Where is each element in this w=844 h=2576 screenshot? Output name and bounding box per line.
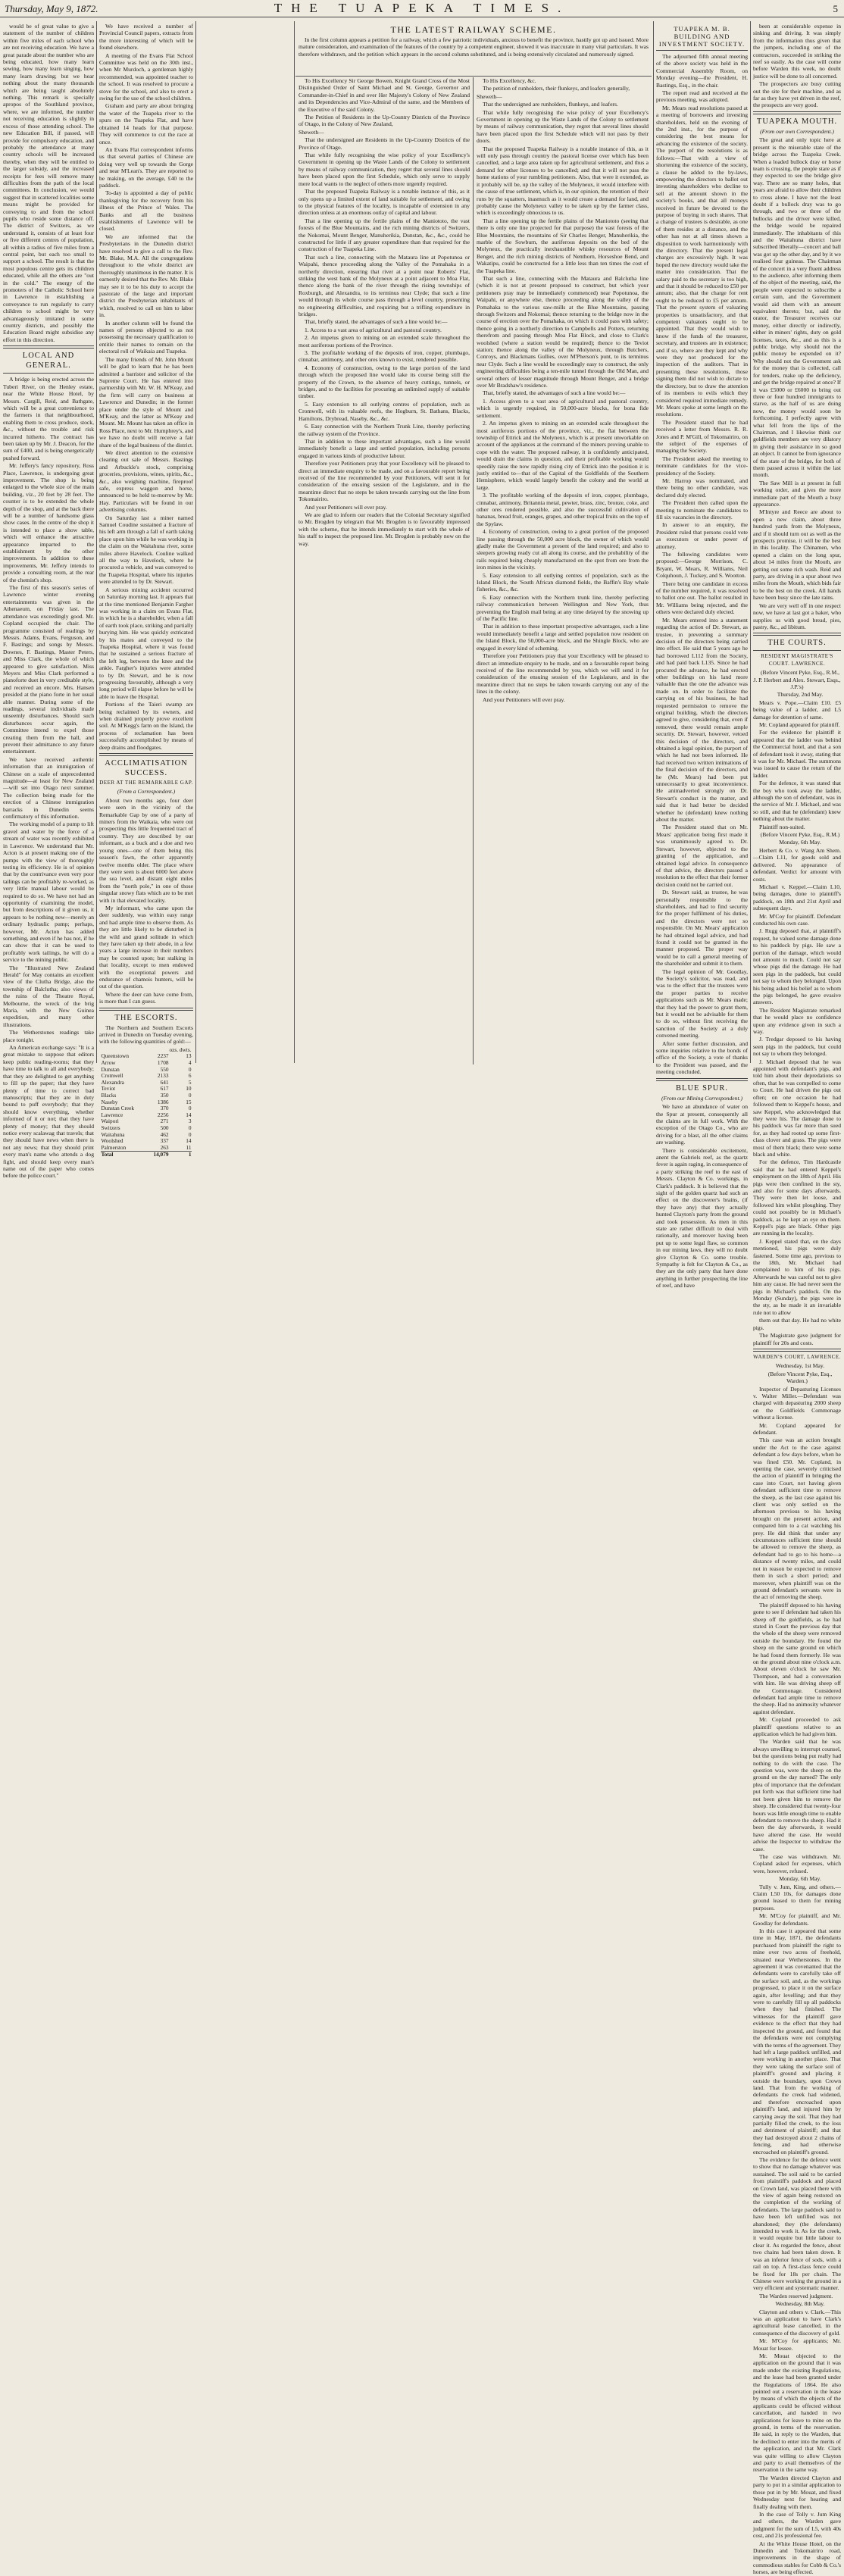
news-paragraph: been at considerable expense in sinking and driving. It was simply from the information thus given that the jumpers, including one of the contractors, succeeded in striking the reef so easily. As the case will come before Warden this week, no doubt justice will be done to all concerned. [753,23,841,80]
court-paragraph: For the defence, Tim Hardcastle said that he had entered Keppel's employment on the 18th of April. His pigs were then confined in the sty, and also for some days afterwards. They were then let loose, and followed him whilst ploughing. They could not possibly be in Michael's paddock, as he kept an eye on them. Keppel's pigs are black. Other pigs are running in the locality. [753,1158,841,1237]
petition-paragraph: That, briefly stated, the advantages of such a line would be:— [305,318,448,326]
blue-spur-heading: BLUE SPUR. [676,1083,728,1093]
escorts-ozs: 641 [160,1078,169,1086]
section-divider [753,1349,841,1352]
news-paragraph: M'Intyre and Reece are about to open a new claim, about three hundred yards from the Molyneux, and if it should turn out as well as the prospects promise, it will be the best in this locality. The Chinamen, who opened a claim on the long spur, about 14 miles from the Mouth, are getting out some rich wash. Reid and party, are driving in a spur about two miles from the Mouth, which bids fair to be the best on the creek. All hands have been busy since the late rains. [753,508,841,602]
intro-rule [295,76,652,77]
escorts-place: Blacks [101,1092,117,1099]
escorts-dwts: 4 [188,1059,192,1067]
court-paragraph: Mr. M'Coy for applicants; Mr. Mouat for lessee. [753,2337,841,2352]
escorts-dwts: 10 [186,1085,192,1093]
escorts-dwts: 0 [188,1124,192,1131]
section-divider [99,1008,193,1011]
escorts-ozs: 350 [160,1092,169,1099]
court-paragraph: The evidence for the defence went to show that no damage whatever was sustained. The soil said to be carried from plaintiff's paddock and placed on Crown land, was placed there with the view of again being restored on the completion of the working of defendants. The large paddock said to have been left unfilled was not abandoned; they (the defendants) intended to work it. As for the creek, it would require but little labour to clear it. As regarded the fence, about two chains had been taken down. It was an inferior fence of sods, with a rail on top. A first-class fence could be fixed for 18s per chain. The Chinese were working the ground in a very efficient and systematic manner. [753,2156,841,2292]
court-paragraph: Inspector of Depasturing Licenses v. Walter Miller.—Defendant was charged with depasturing 2000 sheep on the Goldfields Commonage without a license. [753,1385,841,1421]
news-paragraph: A bridge is being erected across the Tuberi River, on the Henley estate, near the White House Hotel, by Messrs. Cargill, Reid, and Bathgate, which will be a great convenience to the farmers in that neighbourhood, enabling them to cross produce, stock, &c., without the trouble and risk incurred hitherto. The contract has been taken up by Mr. J. Deacon, for the sum of £400, and is being energetically pushed forward. [3,376,94,461]
petition-sheweth: Sheweth— [477,92,502,100]
petition-paragraph: 4. Economy of construction, owing to a great portion of the proposed line passing through the 50,000 acre block, the owner of which would gladly make the Government a present of the land required; and also to sleepers growing ready cut all along its course, and the probability of the rails required being cheaply manufactured on the spot from ore from the iron mines in the vicinity. [477,528,649,571]
escorts-ozs: 271 [160,1118,169,1125]
section-divider [753,633,841,636]
escorts-dwts: 11 [186,1143,192,1151]
escorts-ozs: 1386 [157,1098,169,1105]
escorts-ozs: 1708 [157,1059,169,1067]
court-paragraph: Michael v. Keppel.—Claim L10, being damages, done to plaintiff's paddock, on 18th and 21st April and subsequent days. [753,883,841,912]
escorts-ozs: 337 [160,1137,169,1145]
court-paragraph: For the defence, it was stated that the boy who took away the ladder, although the son of defendant, was in the service of Mr. J. Michael, and was so still, and that he (defendant) knew nothing about the matter. [753,780,841,823]
news-paragraph: We are informed that the Presbyterians in the Dunedin district have resolved to give a call to the Rev. Mr. Blake, M.A. All the congregations throughout to the whole district are thoroughly unanimous in the matter. It is earnestly desired that the Rev. Mr. Blake may see it to be his duty to accept the pastorate of the large and important district the Presbyterian inhabitants of which, resolved to call on him to labor in. [99,233,193,319]
column-rule [294,21,295,1063]
heading-rule [656,50,748,51]
petition-paragraph: That such a line, connecting with the Mataura and Balclutha line (which it is not at present proposed to construct, but which your petitioners pray may be immediately commenced) near Popotunoa, the Waipahi, or anywhere else, thence proceeding along the valley of the Pomahaka to the various saw-mills at the Blue Mountains, passing through Switzers and Nokomai; thence returning to the bridge now in the course of erection over the Pomahaka, on which it could pass with safety; thence going in a northerly direction to Campbells and Potters, returning therefrom and passing through Moa Flat Block, and close to Clark's woolshed (where a station would be required); thence to the Teviot station; thence along the valley of the Molyneux, through Butchers, Conroys, and Blackmans Gullies, over M'Pherson's punt, to its terminus near Clyde. Such a line would be exceedingly easy to construct, the only engineering difficulties being a ten-mile tunnel through the Old Man, and several others of lesser magnitude through Mount Benger, and a bridge over Mr Bradshaw's residence. [477,274,649,389]
petition-paragraph: 3. The profitable working of the deposits of iron, copper, plumbago, cinnabar, antimony, Britannia metal, pewter, brass, zinc, bronze, coke, and other ores rendered possible, and also the successful cultivation of bananas, bread fruit, oranges, grapes, and other tropical fruits on the top of the Spylaw. [477,492,649,527]
railway-footer: We are glad to inform our readers that the Colonial Secretary signified to Mr. Brogden by telegram that Mr. Brogden is to favourably impressed with the scheme, that he intends immediately to start with the whole of his staff to inspect the proposed line. Mr. Brogden is probably now on the way. [299,511,470,547]
escorts-dwts: 0 [188,1065,192,1073]
newspaper-title: THE TUAPEKA TIMES. [274,1,570,15]
news-paragraph: On Saturday last a miner named Samuel Coudine sustained a fracture of his left arm through a fall of earth taking place upon him while he was working in the claim on the Waitahuna river, some miles above Havelock. Couline walked all the way to Havelock, where he procured a vehicle, and was conveyed to the Tuapeka Hospital, where his injuries were attended to by Dr. Stewart. [99,514,193,586]
court-paragraph: The Warden reserved judgment. [759,2292,833,2299]
news-paragraph: After some further discussion, and some inquiries relative to the bonds of office of the Society, a vote of thanks to the President was passed, and the meeting concluded. [656,1039,748,1076]
court-bench: (Before Vincent Pyke, Esq., Warden.) [767,1370,833,1385]
escorts-place: Dunstan Creek [101,1105,135,1112]
petition-divider [473,77,474,1064]
escorts-place: Dunstan [101,1065,120,1073]
section-divider [656,1078,748,1081]
news-paragraph: We have received a number of Provincial Council papers, extracts from the more interesting of which will be found elsewhere. [99,23,193,52]
news-paragraph: Mr. Harrop was nominated, and there being no other candidate, was declared duly elected. [656,477,748,499]
court-paragraph: In this case it appeared that some time in May, 1871, the defendants purchased from plaintiff the right to mine over two acres of freehold, situated near Wetherstones. In the agreement it was covenanted that the defendants were to carefully take off the surface soil, and, as the workings progressed, to place it on the surface again, after levelling; and that they were to carefully fill up all paddocks when they had finished. The witnesses for the plaintiff gave evidence to the effect that they had inspected the ground, and found that the defendants were not complying with the terms of the agreement. They had left a large paddock unfilled, and were working in another place. That they were taking the surface soil of plaintiff's ground and placing it outside the boundary, upon Crown land. That from the working of defendants the creek had widened, and therefore encroached upon plaintiff's land, and injured him by carrying away the soil. That they had partially filled the creek, to the loss and detriment of plaintiff; and that they had destroyed about 2 chains of fencing, and had otherwise encroached on plaintiff's ground. [753,1927,841,2156]
court-paragraph: Plaintiff non-suited. [759,823,805,830]
column-1 [3,23,94,1180]
escorts-dwts: 5 [188,1078,192,1086]
railway-scheme-heading: THE LATEST RAILWAY SCHEME. [390,24,557,35]
railway-intro: In the first column appears a petition for a railway, which a few patriotic individuals, anxious to benefit the province, hastily got up and issued. More mature consideration, and examination of the features of the country by a competent engineer, showed it was inaccurate in many vital particulars. It was therefore withdrawn, and the petition which appears in the second column substituted, and is being extensively circulated and numerously signed. [299,36,649,58]
petition-paragraph: 1. Access to a vast area of agricultural and pastoral country. [305,326,442,333]
court-bench: (Before Vincent Pyke, Esq., R.M., J. P. Herbert and Alex. Stewart, Esqs., J.P.'s) [753,669,841,690]
news-paragraph: An Evans Flat correspondent informs us that several parties of Chinese are doing very well up towards the Gorge and near M'Lean's. They are reported to be making, on the average, £40 to the paddock. [99,145,193,189]
escorts-place: Waitahuna [101,1130,125,1138]
petition-paragraph: And your Petitioners will ever pray. [305,503,387,511]
petition-paragraph: 2. An impetus given to mining on an extended scale throughout the most auriferous portions of the province, viz., the flat between the township of Ettrick and the Molyneux, which is at present unworkable on account of the appliances at the command of the miners proving unable to cope with the water. The proposed railway, it is confidently anticipated, would drain the claims in question, and their profitable working would speedily raise the now rapidly rising city of Ettrick into the position it is justly entitled to—that of the Capital of the Goldfields of the Southern Hemisphere, which would largely benefit the colony and the world at large. [477,420,649,491]
news-paragraph: In another column will be found the names of persons objected to as not possessing the necessary qualification to entitle their names to remain on the electoral roll of Waikaia and Tuapeka. [99,319,193,355]
court-paragraph: J. Keppel stated that, on the days mentioned, his pigs were duly fastened. Some time ago, previous to the 18th, Mr. Michael had complained to him of his pigs. Afterwards he was careful not to give him any cause. He had never seen the pigs in Michael's paddock. On the Monday (Sunday), the pigs were in the sty, as he made it an invariable rule not to allow [753,1237,841,1316]
court-paragraph: them out that day. He had no white pigs. [753,1317,841,1331]
section-divider [753,111,841,114]
court-date: Wednesday, 1st May. [775,1362,825,1370]
court-paragraph: Mr. Copland proceeded to ask plaintiff questions relative to an application which he had given him. [753,1716,841,1738]
petition-paragraph: That in addition to these important prospective advantages, such a line would immediately benefit a large and settled population now resident on the Island Block, the 50,000-acre block, and the Shingle Block, who are engaged in every kind of scheming. [477,623,649,652]
court-date: Monday, 6th May. [779,839,821,846]
court-paragraph: The Resident Magistrate remarked that he would place no confidence upon any evidence given in such a way. [753,1006,841,1036]
news-paragraph: We are very well off in one respect now, we have at last got a baker, who supplies us with good bread, pies, pastry, &c., ad libitum. [753,602,841,630]
petition-address: To His Excellency, &c. [483,77,536,84]
news-paragraph: The "Illustrated New Zealand Herald" for May contains an excellent view of the Clutha Bridge, also the township of Balclutha; also views of the ruins of the Theatre Royal, Melbourne, the wreck of the brig Maria, with the New Guinea expedition, and many other illustrations. [3,964,94,1028]
escorts-dwts: 13 [186,1052,192,1060]
escorts-place: Palmerston [101,1143,127,1151]
column-rule [96,21,97,1063]
news-paragraph: An American exchange says: "It is a great mistake to suppose that editors keep public reading-rooms; that they have time to talk to all and everybody; that they are delighted to get anything to fill up the paper; that they have plenty of time to correct bad manuscripts; that they are in duty bound to puff everybody; that they should know everything, whether informed of it or not; that they have plenty of money; that they should notice every scalawag that travels; that they should have news when there is not any news; that they should print every man's name who attends a dog fight, and should keep every man's name out of the paper who comes before the police court." [3,1044,94,1180]
escorts-place: Lawrence [101,1111,123,1118]
courts-heading: THE COURTS. [767,639,827,648]
escorts-dwts: 0 [188,1130,192,1138]
escorts-total-label: Total [101,1152,145,1158]
escorts-total-dwts: 1 [169,1152,192,1158]
masthead [0,0,844,17]
acclimatisation-heading: ACCLIMATISATION SUCCESS. [105,759,188,778]
news-paragraph: We have received authentic information that an immigration of Chinese on a scale of unprecedented magnitude—at least for New Zealand—will set into Otago next summer. The collection being made for the erection of a Chinese immigration barracks in Dunedin seems confirmatory of this information. [3,755,94,821]
court-date: Wednesday, 8th May. [775,2300,825,2308]
acclimatisation-subheading: DEER AT THE REMARKABLE GAP. [99,780,193,786]
court-paragraph: The case was withdrawn. Mr. Copland asked for expenses, which were, however, refused. [753,1852,841,1874]
court-bench: (Before Vincent Pyke, Esq., R.M.) [760,831,840,839]
escorts-place: Woolshed [101,1137,123,1145]
court-date: Monday, 6th May. [779,1875,821,1883]
news-paragraph: About two months ago, four deer were seen in the vicinity of the Remarkable Gap by one of a party of miners from the Waikaia, who were out prospecting this little frequented tract of country. They are described by our informant, as a buck and a doe and two young ones—one of them being this season's fawn, the other apparently twelve months older. The place where they were seen is about 6000 feet above the sea level, and distant eight miles from the "north pole," in one of those singular snowy flats which are to be met with in that elevated locality. [99,796,193,904]
rm-court-heading: RESIDENT MAGISTRATE'S COURT. LAWRENCE. [761,653,833,667]
petition-paragraph: That the proposed Tuapeka Railway is a notable instance of this, as it only opens up a limited extent of land suitable for settlement, and owing to the physical features of the locality, is incapable of extension in any direction unless at an enormous outlay of capital and labour. [299,188,470,217]
news-paragraph: My informant, who came upon the deer suddenly, was within easy range and had ample time to observe them. As they are little likely to be disturbed in the wild and grand solitude in which they have taken up their abode, in a few years a large increase in their numbers may be counted upon; but stalking in that locality, except to men endowed with the exceptional powers and endurance of chamois hunters, will be out of the question. [99,904,193,990]
petition-paragraph: That while fully recognising the wise policy of your Excellency's Government in opening up the Waste Lands of the Colony to settlement by means of railway communication, they regret that several lines should have been placed upon the first Schedule, which only serve to supply mere local wants to the neglect of others more urgently required. [299,152,470,187]
court-paragraph: Mr. Copland appeared for plaintiff. [759,721,840,728]
page-number: 5 [833,3,838,14]
court-paragraph: Mears v. Pope.—Claim £10. £5 being value of a ladder, and L5 damage for detention of same. [753,699,841,721]
escorts-ozs: 2256 [157,1111,169,1118]
news-paragraph: A meeting of the Evans Flat School Committee was held on the 30th inst., when Mr Murdoch, a gentleman highly recommended, was appointed teacher to the school. It was resolved to procure a stove for the school, and also to erect a swing for the use of the school children. [99,52,193,102]
news-paragraph: The President stated that he had received a letter from Messrs. R. R. Jones and P. M'Gill, of Tokomairiro, on the subject of the expenses of managing the Society. [656,418,748,455]
section-divider [99,753,193,756]
escorts-place: Naseby [101,1098,118,1105]
escorts-place: Alexandra [101,1078,124,1086]
column-rule [653,21,654,1063]
court-paragraph: For the evidence for plaintiff it appeared that the ladder was behind the Commercial hotel, and that a son of defendant took it away, stating that it was for Mr. Michael. The summons was issued to cause the return of the ladder. [753,729,841,779]
petition-paragraph: Therefore your Petitioners pray that your Excellency will be pleased to direct an immediate enquiry to be made, and on a favourable report being received of the line recommended by you, which we will send it for consideration of the ensuing session of the Legislature, and in the meantime direct that no steps be taken towards carrying out any of the lines in the colony. [477,652,649,696]
court-paragraph: J. Tredgar deposed to his having seen pigs in the paddock, but could not say to whom they belonged. [753,1036,841,1058]
escorts-ozs: 263 [160,1143,169,1151]
escorts-dwts: 14 [186,1111,192,1118]
court-paragraph: This case was an action brought under the Act to the case against defendant a few days before, when he was fined £50. Mr. Copland, in opening the case, severely criticised the action of plaintiff in bringing the case into Court, not having given defendant sufficient time to remove the sheep, as the last case against his client was only settled on the afternoon previous to his having brought on the present action, and compared him to a cat watching his prey. He did think that under any circumstances sufficient time should be allowed to remove the sheep, as defendant had to go to his home—a distance of twenty miles, and could not in reason be expected to remove them in such a short period; and moreover, when plaintiff was on the ground defendant's servants were in the act of removing the sheep. [753,1436,841,1601]
escorts-ozs: 2237 [157,1052,169,1060]
court-date: Thursday, 2nd May. [777,691,824,699]
news-paragraph: The great and only topic here at present is the miserable state of the bridge across the Tuapeka Creek. When a loaded bullock dray or horse team is crossing, the people stare as if they expected to see the bridge give way. There are so many holes, that years are afraid to allow their children to cross alone. I have not the least doubt if a bullock dray was to go through, and two or three of the bullocks and the driver were killed, the bridge would be repaired immediately. The inhabitants of this and the Waitahuna district have subscribed liberally—concert and ball was got up the other day, and by it we realised four guineas. The Chairman of the concert in a very fluent address to the audience, after informing them of the object of the meeting, said, the people were expected to subscribe a certain sum, and the Government would aid them with an amount equivalent thereto; but, said the orator, the Treasurer receives our money, either directly or indirectly, either in miners' rights, duty on gold licenses, taxes, &c., and as this is a public bridge, why should not the public money be expended on it? Why should not the Government ask for the money that is collected, call for tenders, make up the deficiency, and get the bridge repaired at once? If it was £5000 or £6000 to bring out three or four hundred immigrants to starve, as the half of us are doing now, the money would soon be forthcoming. I perfectly agree with what fell from the lips of the Chairman, and I likewise think our goldfields members are very dilatory in giving their assistance in so good an object. It cannot be from ignorance of the state of the bridge, for both of them passed across it within the last month. [753,136,841,479]
court-paragraph: Mr. Copland appeared for defendant. [753,1421,841,1436]
warden-court-heading: WARDEN'S COURT, LAWRENCE. [753,1353,841,1360]
petition-paragraph: Therefore your Petitioners pray that your Excellency will be pleased to direct an immediate enquiry to be made, and on a favourable report being received of the line recommended by your Petitioners, will sent it for consideration of the ensuing session of the Legislature, and in the meantime direct that no steps be taken towards carrying out the line from Tokomairiro. [299,460,470,503]
news-paragraph: In answer to an enquiry, the President ruled that persons could vote as executors or under power of attorney. [656,521,748,550]
court-paragraph: At the White House Hotel, on the Dunedin and Tokomairiro road, improvements in the shape of commodious stables for Cobb & Co.'s horses, are being effected. [753,2540,841,2576]
escorts-row [101,1145,191,1152]
escorts-dwts: 0 [188,1092,192,1099]
escorts-dwts: 14 [186,1137,192,1145]
column-rule [195,21,196,1063]
escorts-place: Queenstown [101,1052,129,1060]
petition-paragraph: 6. Easy connection with the Northern trunk line, thereby perfecting railway communication between Wellington and New York, thus preventing the English mail being at any time delayed by the snowing up of the Pacific line. [477,593,649,623]
court-paragraph: Mr. M'Coy for plaintiff, and Mr. Goodlay for defendants. [753,1912,841,1927]
editorial-paragraph: would be of great value to give a statement of the number of children within five miles of each school who are not receiving education. We have a great parade about the number who are being educated, how many learn sewing, how many learn singing, how many learn drawing; but we hear nothing about the many thousands which are being taught absolutely nothing. This remark is specially apropos of the Southland province, where, we are informed, the number not receiving education is slightly in excess of those attending school. The new Education Bill, if passed, will provide for compulsory education, and probably the attendance at many country schools will be increased thereby, when they will be entitled to the larger subsidy, and the increased receipts for fees will remove many difficulties from the path of the local committees. In conclusion, we would suggest that in scattered localities some means might be provided for conveying to and from the school pupils who reside some distance off. The district of Switzers, as we understand it, consists of at least four or five different centres of population, all within a radius of five miles from a central point, but each too small to support a school. The result is that the most populous centre gets its children educated, while all the others are "out in the cold." The energy of the promoters of the Catholic School here in Lawrence in establishing a conveyance to run regularly to carry children to school might be very advantageously imitated in some country districts, and possibly the Education Board might subsidise any effort in this direction. [3,23,94,343]
news-paragraph: The Saw Mill is at present in full working order, and gives the more immediate part of the Mouth a busy appearance. [753,479,841,508]
escorts-total-ozs: 14,079 [146,1152,169,1158]
court-paragraph: The Warden said that he was always unwilling to interrupt counsel, but the questions being put really had nothing to do with the case. The question was, were the sheep on the ground on the day named? The only plea of importance that the defendant put forth was that sufficient time had not been given him to remove the sheep. He considered that twenty-four hours was little enough time to enable defendant to remove the sheep. Had it been the day afterwards, it would have altered the case. He would advise the Inspector to withdraw the case. [753,1738,841,1852]
news-paragraph: The first of this season's series of Lawrence winter evening entertainments was given in the Athenaeum, on Friday last. The attendance was exceedingly good. Mr. Copland occupied the chair. The programme consisted of readings by Messrs. Adams, Evans, Ferguson, and F. Bastings; and songs by Messrs. Downes, F. Bastings, Master Peters, and Miss Clark, the whole of which appeared to give satisfaction. Miss Meyers and Miss Clark performed a pianoforte duet in very creditable style, and received an encore. Mrs. Hansen presided at the piano forte in her usual able manner. During some of the readings, several individuals made unseemly disturbances. Should such disturbances occur again, the Committee intend to expel those creating them from the hall, and prevent their admittance to any future entertainment. [3,584,94,755]
petition-address: To His Excellency Sir George Bowen, Knight Grand Cross of the Most Distinguished Order of Saint Michael and St. George, Governor and Commander-in-Chief in and over Her Majesty's Colony of New Zealand and its Dependencies and Vice-Admiral of the same, and the Members of the Executive of the said Colony. [299,77,470,113]
court-paragraph: Clayton and others v. Clark.—This was an application to have Clark's agricultural lease cancelled, in the consequence of the discovery of gold. [753,2308,841,2337]
escorts-total-row [101,1152,191,1158]
local-general-heading: LOCAL AND GENERAL. [22,352,75,370]
petition-paragraph: That a line opening up the fertile plains of the Maniototo (seeing that there is only one line projected for that purpose) the vast forests of the Blue Mountains, the mountains of Sir Charles Benger, Manuherikia, the marble of the Sowburn, the auriferous deposits on the bed of the Molyneux, the practically inexhaustible whisky resources of Mount Benger, and the rich mining districts of Nenthorn, Horseshoe Bend, and Wakatipu, could be constructed for a little less than ten times the cost of the Tuapeka line. [477,217,649,274]
court-paragraph: Tully v. Jum, King, and others.—Claim L50 10s, for damages done ground leased to them for mining purposes. [753,1883,841,1912]
news-paragraph: The President then called upon the meeting to nominate the candidates to fill six vacancies in the directory. [656,499,748,521]
news-paragraph: The adjourned fifth annual meeting of the above society was held in the Commercial Assembly Room, on Monday evening—the President, H. Bastings, Esq., in the chair. [656,53,748,89]
correspondent-credit: (From a Correspondent.) [117,788,176,796]
column-2 [99,23,194,1158]
escorts-intro: The Northern and Southern Escorts arrived in Dunedin on Tuesday evening, with the following quantities of gold:— [99,1024,193,1046]
petition-paragraph: And your Petitioners will ever pray. [483,696,565,703]
court-paragraph: Herbert & Co. v. Wang Am Shem.—Claim L11, for goods sold and delivered. No appearance of defendant. Verdict for amount with costs. [753,846,841,883]
news-paragraph: There being one candidate in excess of the number required, it was resolved to ballot one out. The ballot resulted in Mr. Williams being rejected, and the others were declared duly elected. [656,580,748,616]
escorts-units: ozs. dwts. [169,1046,192,1053]
court-paragraph: The Warden directed Clayton and party to put in a similar application to those put in by Mr. Mouat, and fixed Wednesday next for hearing and finally dealing with them. [753,2474,841,2510]
news-paragraph: Graham and party are about bringing the water of the Tuapeka river to the spurs on the Tuapeka Flat, and have obtained 14 heads for that purpose. They will commence to cut the race at once. [99,102,193,145]
petition-paragraph: That while fully recognising the wise policy of your Excellency's Government in opening up the Waste Lands of the Colony to settlement by means of railway communication, they regret that several lines should have been placed upon the first Schedule which will not pass by their doors. [477,108,649,145]
escorts-ozs: 617 [160,1085,169,1093]
petition-paragraph: That, briefly stated, the advantages of such a line would be:— [483,389,626,397]
petition-paragraph: 6. Easy connection with the Northern Trunk Line, thereby perfecting the railway system of the Province. [299,423,470,437]
escorts-place: Switzers [101,1124,120,1131]
escorts-dwts: 0 [188,1105,192,1112]
petition-paragraph: That such a line, connecting with the Mataura line at Popotunoa or Waipahi, thence proceeding along the Valley of the Pomahaka in a northerly direction, ensuring that river at a point near Roberts' Flat, striking the west bank of the Molyneux at a point adjacent to Moa Flat, thence along the bank of the river through the rising townships of Roxburgh, and Alexandra, to its terminus near Clyde; that such a line would through its whole course pass through a level country, presenting no engineering difficulties, and requiring but a trifling expenditure in bridges. [299,253,470,317]
escorts-place: Cromwell [101,1072,123,1080]
escorts-ozs: 500 [160,1124,169,1131]
news-paragraph: A serious mining accident occurred on Saturday morning last. It appears that at the time mentioned Benjamin Fargher was working in a claim on Evans Flat, in which he is a shareholder, when a fall of earth took place, striking and partially burying him. He was quickly extricated by his mates and conveyed to the Tuapeka Hospital, where it was found that he sustained a serious fracture of the left leg, between the knee and the ankle. Fargher's injuries were attended to by Dr. Stewart, and he is now progressing favourably, although a very long period will elapse before he will be able to leave the Hospital. [99,586,193,700]
escorts-place: Teviot [101,1085,116,1093]
escorts-dwts: 15 [186,1098,192,1105]
tuapeka-mouth-heading: TUAPEKA MOUTH. [756,117,838,126]
heading-rule [3,373,94,374]
genuine-petition [299,77,470,1064]
news-paragraph: Mr. Jeffery's fancy repository, Ross Place, Lawrence, is undergoing great improvement. The shop is being enlarged to the whole size of the main building, viz., 20 feet by 28 feet. The counter is to be extended the whole depth of the shop, and at the back there will be a number of handsome glass show cases. In the centre of the shop it is intended to place a show table, which will enhance the attractive appearance imparted to the establishment by the other improvements. In addition to these improvements, Mr. Jeffery intends to provide a consulting room, at the rear of the chemist's shop. [3,462,94,583]
news-paragraph: We direct attention to the extensive clearing out sale of Messrs. Bastings and Arbuckle's stock, comprising groceries, provisions, wines, spirits, &c., &c., also weighing machine, fireproof safe, express waggon and horse, announced to be held to-morrow by Mr. Hay. Particulars will be found in our advertising columns. [99,449,194,514]
court-paragraph: J. Rugg deposed that, at plaintiff's request, he valued some damage done to his paddock by pigs. He saw a portion of the damage, which would not amount to much. Could not say whose pigs did the damage. He had seen pigs in the paddock, but could not say to whom they belonged. Upon his being asked his belief as to whom the pigs belonged, he gave evasive answers. [753,927,841,1006]
petition-paragraph: 4. Economy of construction, owing to the large portion of the land through which the proposed line would take its course being still the property of the Crown, to the absence of heavy cuttings, tunnels, or bridges, and to the facilities for procuring an unlimited supply of suitable timber. [299,364,470,400]
news-paragraph: We have an abundance of water on the Spur at present, consequently all the claims are in full work. With the exception of the Otago Co., who are driving for a blast, all the other claims are washing. [656,1103,748,1146]
court-paragraph: J. Michael deposed that he was appointed with defendant's pigs, and told him about their depredations so often, that he was compelled to come to Court. He had driven the pigs out often; on one occasion he had followed them to Keppel's house, and saw Keppel, who acknowledged that they were his. The damage done to his paddock was far more than sued for, as they had rooted up some first-class clover and grass. The pigs were most of them black; there were some black and white. [753,1058,841,1158]
court-paragraph: Mr. Mouat objected to the application on the ground that it was made under the existing Regulations, and the lease had been granted under the Regulations of 1864. He also pointed out a reservation in the lease by means of which the objects of the applicants could be effected without cancellation, and handed in two applications for leave to mine on the ground, in terms of the reservation. He said, in reply to the Warden, that he declined to enter into the merits of the application, and that Mr. Clark was quite willing to allow Clayton and party to avail themselves of the reservation in the same way. [753,2352,841,2474]
escorts-table [101,1047,191,1158]
petition-paragraph: 5. Easy extension to all outlying centres of population, such as Cromwell, with its valuable reefs, the Hogburn, St. Bathans, Blacks, Hamiltons, Drybread, Naseby, &c., &c. [299,400,470,422]
column-5 [656,23,748,1290]
petition-paragraph: That the undersigned are Residents in the Up-Country Districts of the Province of Otago. [299,136,470,151]
escorts-place: Arrow [101,1059,116,1067]
petition-of: The petition of runholders, their flunkeys, and loafers generally, [483,85,630,92]
column-6 [753,23,841,2576]
news-paragraph: The working model of a pump to lift gravel and water by the force of a stream of water was recently exhibited in Lawrence. We understand that Mr. Acton is at present making one of the pumps with the view of thoroughly testing its efficiency. He is of opinion that by the contrivance even very poor tailings can be profitably re-worked, as very little manual labour would be required to do so. We have not had an opportunity of examining the model, but from descriptions of it given us, it appears to be nothing new—merely an ordinary hydraulic pump; perhaps, however, Mr. Acton has added something, and even if he has not, if he can show that it can be used to profitably work tailings, he will do a service to the mining public. [3,821,94,964]
news-paragraph: The President asked the meeting to nominate candidates for the vice-presidency of the Society. [656,455,748,477]
news-paragraph: The legal opinion of Mr. Goodlay, the Society's solicitor, was read, and was to the effect that the trustees were the proper parties to receive applications such as Mr. Mears made; that they had the power to grant them, but it would not be advisable for them to do so, without first receiving the sanction of the Society at a duly convened meeting. [656,968,748,1039]
issue-date: Thursday, May 9, 1872. [5,3,98,14]
correspondent-credit: (From our own Correspondent.) [760,127,834,135]
court-paragraph: In the case of Tolly v. Jum King and others, the Warden gave judgment for the sum of L5, with 40s cost, and 21s professional fee. [753,2510,841,2540]
petition-paragraph: That a line opening up the fertile plains of the Maniototo, the vast forests of the Blue Mountains, and the rich mining districts of Switzers, the Nokomai, Mount Benger, Manuherikia, Dunstan, &c., &c., could be constructed for little if any greater expenditure than that required for the construction of the Tuapeka Line. [299,217,470,253]
news-paragraph: Dr. Stewart said, as trustee, he was personally responsible to the shareholders, and had to find security for the proper fulfilment of his duties, and the directors were not so responsible. On Mr. Mears' application he had obtained legal advice, and had found it could not be granted in the manner proposed. The proper way would be to call a general meeting of the shareholder and submit it to them. [656,889,748,968]
escorts-ozs: 370 [160,1105,169,1112]
news-paragraph: Mr. Mears entered into a statement regarding the action of Dr. Stewart, as trustee, in preventing a summary decision of the directors being carried into effect. He said that 5 years ago he had borrowed L112 from the Society, and had paid back L135. Since he had procured the advance, he had erected other buildings on his land more valuable than the one the advance was made on. In order to facilitate the carrying on of his business, he had requested permission to remove the original building, which the directors agreed to give, considering that, even if removed, there would remain ample security. Dr. Stewart, however, vetoed this decision of the directors, and obtained a legal opinion, the purport of which he had not been informed. He had received two written intimations of the final decision of the directors, and he (Mr. Mears) had been put unnecessarily to great inconvenience. He animadverted strongly on Dr. Stewart's conduct in the matter, and said that it had better be decided whether he (defendant) knew nothing about the matter. [656,616,748,824]
escorts-ozs: 462 [160,1130,169,1138]
petition-paragraph: 1. Access given to a vast area of agricultural and pastoral country, which is urgently required, in 50,000-acre blocks, for bona fide settlement. [477,397,649,419]
news-paragraph: The report read and received at the previous meeting, was adopted. [656,89,748,104]
petition-sheweth: Sheweth— [299,128,324,136]
news-paragraph: The many friends of Mr. John Mount will be glad to learn that he has been admitted a barrister and solicitor of the Supreme Court. He has entered into partnership with Mr. W. H. M'Keay, and the firm will carry on business at Lawrence and Dunedin; in the former place under the style of Mount and M'Keay, and the latter as M'Keay and Mount. Mr. Mount has taken an office in Ross Place, next to Mr. Humphrey's, and we have no doubt will receive a fair share of the legal business of the district. [99,355,193,449]
news-paragraph: Where the deer can have come from, is more than I can guess. [99,990,193,1005]
escorts-heading: THE ESCORTS. [114,1013,178,1022]
news-paragraph: Mr. Mears read resolutions passed at a meeting of borrowers and investing shareholders, held on the evening of the 2nd inst., for the purpose of considering the best means for advancing the existence of the society. The purport of the resolutions is as follows:—That with a view of shortening the existence of the society, a clause be added to the by-laws, empowering the directors to ballot out investing shareholders who decline to sell at the amount shown in the society's books, and that all moneys received in future be devoted to the purpose of buying in such shares. That a change of trustees is desirable, as one of them resides at a distance, and the other has not at all times shown a disposition to work harmoniously with the directory. That the present legal charges are excessively high. It was hoped the new directory would take the matter into consideration. That the salary paid to the secretary is too high, and that it should be reduced to £50 per annum; also, that the charge for rent ought to be reduced to £5 per annum. That the present system of valuating properties is unsatisfactory, and that competent valuators ought to be appointed. That they would wish to know if the funds of the treasurer, secretary, and trustees are in existence; and if so, where are they kept and why were they not produced for the inspection of the auditors. That in presenting these resolutions, those signing them did not wish to dictate to the directory, but to draw the attention of its members to evils which they considered required immediate remedy. Mr. Mears spoke at some length on the resolutions. [656,104,748,418]
escorts-ozs: 550 [160,1065,169,1073]
court-paragraph: The Magistrate gave judgment for plaintiff for 20s and costs. [753,1332,841,1346]
petition-paragraph: 5. Easy extension to all outlying centres of population, such as the Island Block, the 'South African diamond fields, the Baffin's Bay whale fisheries, &c., &c. [477,571,649,593]
news-paragraph: Portions of the Taieri swamp are being reclaimed by its owners, and when drained properly prove excellent soil. At M'Kegg's farm on the Island, the process of reclamation has been successfully accomplished by means of deep drains and floodgates. [99,701,193,751]
escorts-dwts: 6 [188,1072,192,1080]
news-paragraph: The President stated that on Mr. Mears' application being first made it was unanimously agreed to. Dr. Stewart, however, objected to the granting of the application, and obtained legal advice. In consequence of that advice, the directors passed a resolution to the effect that their former decision could not be carried out. [656,824,748,888]
news-paragraph: The Wetherstones readings take place tonight. [3,1029,94,1043]
building-society-heading: TUAPEKA M. B. BUILDING AND INVESTMENT SOCIETY. [658,25,746,48]
petition-paragraph: 3. The profitable working of the deposits of iron, copper, plumbago, cinnabar, antimony, and other ores known to exist, rendered possible. [299,349,470,364]
news-paragraph: The following candidates were proposed:—George Morrison, C. Bryant, W. Mears, R. Williams, Neil Colquhoun, J. Tuckey, and S. Wootton. [656,551,748,580]
petition-paragraph: That the proposed Tuapeka Railway is a notable instance of this, as it will only pass through country the pastoral license over which has been cancelled, and a large area taken up for agricultural settlement, and thus a demand for other licenses to be cancelled; and that it will not pass the home stations of your rumbling petitioners. Also, that were it extended, as it probably will be, up the valley of the Molyneux, it would interfere with the cause of true settlement, which is, in our opinion, the retention of their runs by the squatters, inasmuch as it would create a demand for land, and probably cause the Molyneux valley to be taken up by the farmer class, which is exceedingly obnoxious to us. [477,145,649,217]
court-paragraph: The plaintiff deposed to his having gone to see if defendant had taken his sheep off the goldfields, as he had stated in Court the previous day that the whole of the sheep were removed outside the boundary. He found the sheep on the same ground on which he had found them formerly. He was on the ground about nine o'clock a.m. About eleven o'clock he saw Mr. Thompson, and had a conversation with him. He was driving sheep off the Commonage. Considered defendant had ample time to remove the sheep. Had no animosity whatever against defendant. [753,1601,841,1715]
column-rule [750,21,751,1063]
escorts-dwts: 3 [188,1118,192,1125]
section-divider [3,345,94,349]
petition-of: The Petition of Residents in the Up-Country Districts of the Province of Otago, in the Colony of New Zealand, [299,114,470,128]
petition-paragraph: That in addition to these important advantages, such a line would immediately benefit a large and settled population, including persons engaged in various kinds of productive labour. [299,437,470,459]
satirical-petition [477,77,649,1064]
news-paragraph: To-day is appointed a day of public thanksgiving for the recovery from his illness of the Prince of Wales. The Banks and all the business establishments of Lawrence will be closed. [99,189,193,233]
petition-paragraph: That the undersigned are runholders, flunkeys, and loafers. [483,101,618,108]
escorts-ozs: 2133 [157,1072,169,1080]
railway-scheme-article [295,23,652,1064]
court-paragraph: Mr. M'Coy for plaintiff. Defendant conducted his own case. [753,912,841,927]
escorts-place: Waipori [101,1118,119,1125]
news-paragraph: There is considerable excitement, anent the Gabriels reef, as the quartz fever is again raging, in consequence of a party striking the reef to the east of Messrs. Clayton & Co. workings, in Clark's paddock. It is believed that the sight of the golden quartz had such an effect on the discoverer's brains, (if they have any) that they actually hunted Clayton's party from the ground and took possession. As men in this state are rather difficult to deal with rationally, and moreover having been put up to some legal flaw, so common in our mining laws, they will no doubt give Clayton & Co. some trouble. Sympathy is felt for Clayton & Co., as they are the only party that have done anything in further prospecting the line of reef, and have [656,1146,748,1290]
correspondent-credit: (From our Mining Correspondent.) [661,1094,742,1102]
news-paragraph: The prospectors are busy cutting out the site for their machine, and as far as they have yet driven in the reef, the prospects are very good. [753,80,841,109]
heading-rule [753,650,841,651]
petition-paragraph: 2. An impetus given to mining on an extended scale throughout the most auriferous portions of the Province. [299,334,470,349]
